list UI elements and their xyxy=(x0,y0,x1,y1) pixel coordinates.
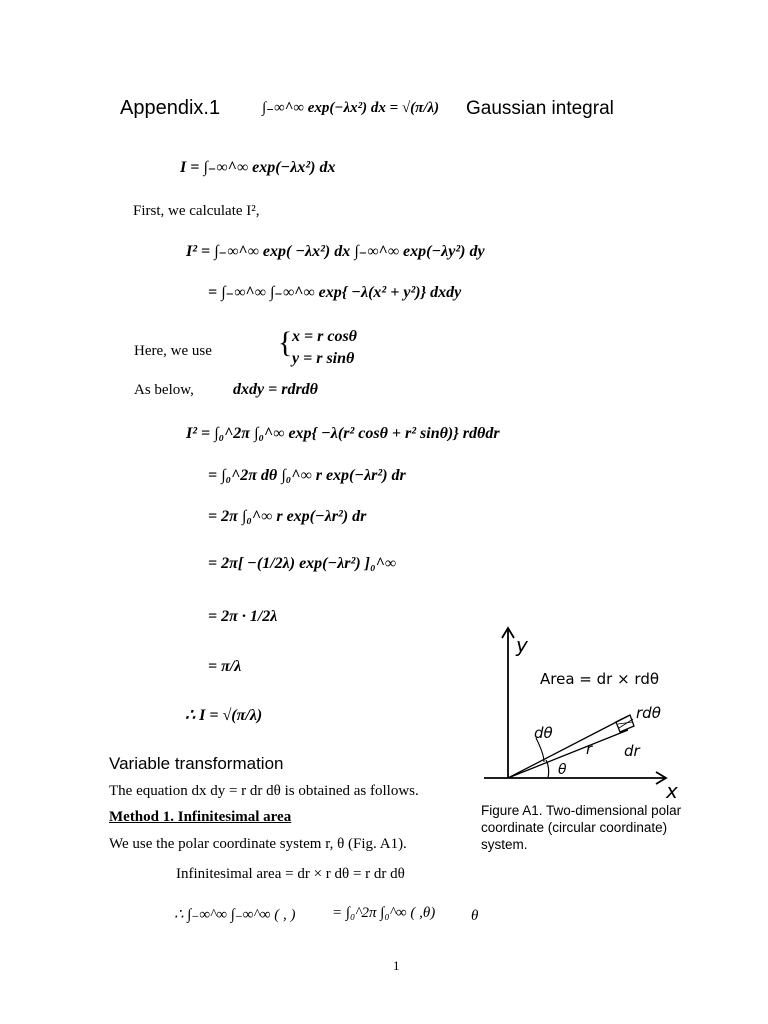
here-label: Here, we use xyxy=(134,343,212,359)
step-5: = 2π · 1/2λ xyxy=(208,608,278,625)
label-theta: θ xyxy=(558,762,567,778)
label-dtheta: dθ xyxy=(534,724,553,742)
eq-I2-double: = ∫₋∞^∞ ∫₋∞^∞ exp{ −λ(x² + y²)} dxdy xyxy=(208,284,462,301)
brace: { xyxy=(278,326,293,359)
eq-I2-product: I² = ∫₋∞^∞ exp( −λx²) dx ∫₋∞^∞ exp(−λy²) dy xyxy=(186,243,485,260)
area-label: Area = dr × rdθ xyxy=(540,670,660,688)
label-dr: dr xyxy=(624,742,640,760)
sub-x: x = r cosθ xyxy=(292,328,357,345)
label-rdtheta: rdθ xyxy=(636,704,661,722)
bottom-rhs: = ∫₀^2π ∫₀^∞ ( ,θ) xyxy=(332,905,436,921)
intro-text: First, we calculate I², xyxy=(133,203,260,219)
area-line: Infinitesimal area = dr × r dθ = r dr dθ xyxy=(176,866,405,882)
eq-I-definition: I = ∫₋∞^∞ exp(−λx²) dx xyxy=(180,159,336,176)
below-label: As below, xyxy=(134,382,194,398)
section-sentence: The equation dx dy = r dr dθ is obtained as follows. xyxy=(109,783,419,799)
method-heading: Method 1. Infinitesimal area xyxy=(109,809,292,825)
result: ∴ I = √(π/λ) xyxy=(185,707,263,724)
polar-figure xyxy=(478,622,688,802)
step-1: I² = ∫₀^2π ∫₀^∞ exp{ −λ(r² cosθ + r² sinθ)} rdθdr xyxy=(186,425,500,442)
ray-lower xyxy=(508,730,628,778)
bottom-theta: θ xyxy=(471,908,479,924)
section-heading: Variable transformation xyxy=(109,754,284,773)
sub-y: y = r sinθ xyxy=(292,350,355,367)
step-4: = 2π[ −(1/2λ) exp(−λr²) ]₀^∞ xyxy=(208,555,397,572)
header-formula: ∫₋∞^∞ exp(−λx²) dx = √(π/λ) xyxy=(262,100,440,116)
axis-x-label: x xyxy=(666,779,678,802)
axis-y-label: y xyxy=(516,633,528,657)
figure-caption: Figure A1. Two-dimensional polar coordinate (circular coordinate) system. xyxy=(481,803,682,852)
step-2: = ∫₀^2π dθ ∫₀^∞ r exp(−λr²) dr xyxy=(208,467,406,484)
page-number: 1 xyxy=(393,958,400,973)
label-r: r xyxy=(586,740,593,758)
step-3: = 2π ∫₀^∞ r exp(−λr²) dr xyxy=(208,508,367,525)
header-subtitle: Gaussian integral xyxy=(466,98,614,119)
step-6: = π/λ xyxy=(208,658,242,675)
eq-dxdy: dxdy = rdrdθ xyxy=(233,381,318,398)
method-text: We use the polar coordinate system r, θ (Fig. A1). xyxy=(109,836,407,852)
ray-upper xyxy=(508,716,628,778)
appendix-label: Appendix.1 xyxy=(120,97,221,119)
bottom-lhs: ∴ ∫₋∞^∞ ∫₋∞^∞ ( , ) xyxy=(174,907,296,923)
